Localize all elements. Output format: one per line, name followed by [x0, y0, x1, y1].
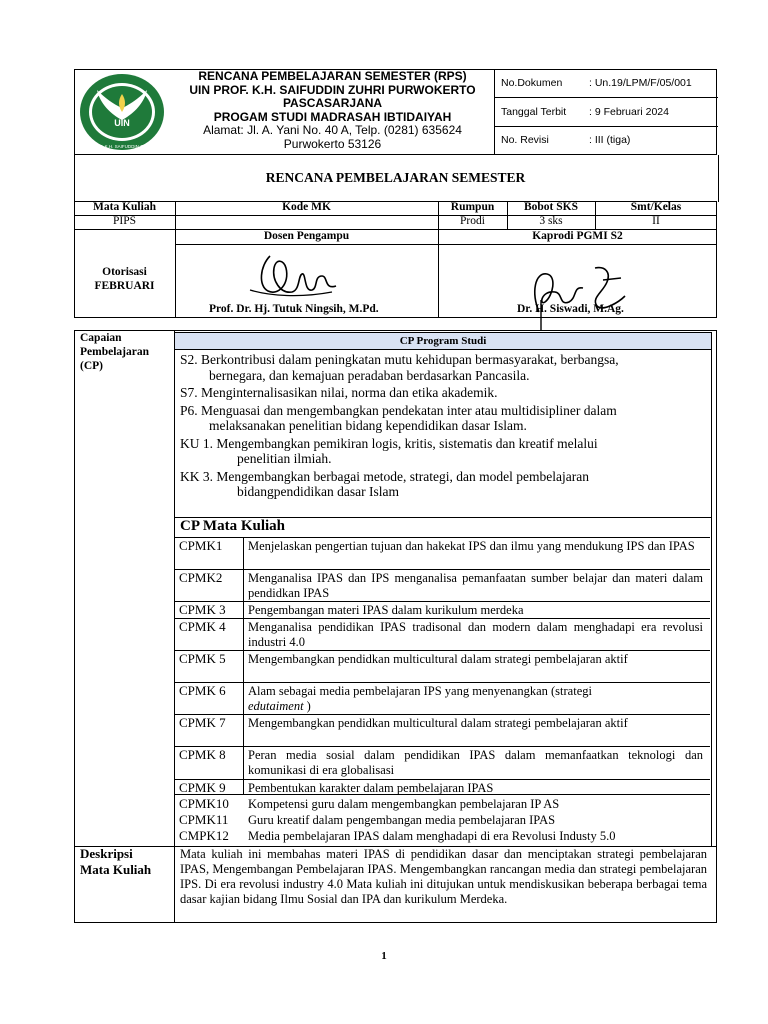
cpmk-code: CPMK 6: [179, 683, 226, 698]
cp-item: S2. Berkontribusi dalam peningkatan mutu kehidupan bermasyarakat, berbangsa,: [180, 352, 619, 367]
cpmk-row: [174, 714, 710, 746]
cpmk-text-italic: edutaiment: [248, 698, 304, 713]
cpmk-code: CPMK 7: [179, 715, 226, 730]
otorisasi-month: FEBRUARI: [94, 280, 155, 292]
institution-block: [170, 70, 495, 154]
cpmk-text: Peran media sosial dalam pendidikan IPAS dalam memanfaatkan teknologi dan komunikasi di era globalisasi: [248, 748, 703, 777]
value-bobot-sks: 3 sks: [539, 215, 563, 227]
cpmk-row: [174, 618, 710, 650]
meta-row-dokumen: [495, 69, 718, 98]
deskripsi-label-2: Mata Kuliah: [80, 862, 152, 877]
logo-ring-text: PROF. K.H. SAIFUDDIN ZUHRI: [90, 144, 154, 149]
cpmk-text: Guru kreatif dalam pengembangan media pembelajaran IPAS: [248, 813, 556, 827]
value-smt-kelas: II: [652, 215, 660, 227]
cpmk-text: Media pembelajaran IPAS dalam menghadapi di era Revolusi Industy 5.0: [248, 829, 616, 843]
kaprodi-label: Kaprodi PGMI S2: [532, 230, 623, 242]
cpmk-row: [174, 746, 710, 779]
cpmk-text: Mengembangkan pendidkan multicultural dalam strategi pembelajaran aktif: [248, 652, 628, 666]
header-line-2: UIN PROF. K.H. SAIFUDDIN ZUHRI PURWOKERTO: [189, 82, 476, 97]
header-rumpun: Rumpun: [450, 201, 495, 213]
cpmk-code: CPMK10: [179, 796, 229, 811]
meta-value: : III (tiga): [589, 134, 631, 146]
cpmk-text: [248, 684, 703, 713]
document-meta: [494, 69, 718, 155]
cpmk-row: [174, 779, 710, 795]
header-bobot-sks: Bobot SKS: [523, 201, 578, 213]
meta-row-revisi: [495, 126, 718, 154]
cp-left-label: [80, 331, 172, 373]
page-title: RENCANA PEMBELAJARAN SEMESTER: [265, 170, 526, 185]
meta-row-tanggal: [495, 98, 718, 127]
cp-item-cont: bernegara, dan kemajuan peradaban berdasarkan Pancasila.: [209, 367, 530, 383]
header-mata-kuliah: Mata Kuliah: [93, 201, 156, 213]
header-line-4: PROGAM STUDI MADRASAH IBTIDAIYAH: [213, 109, 452, 124]
cpmk-code: CPMK11: [179, 812, 229, 827]
cpmk-text-tail: ): [303, 698, 311, 713]
cp-item: S7. Menginternalisasikan nilai, norma dan etika akademik.: [180, 385, 498, 400]
cpmk-code: CPMK2: [179, 570, 223, 585]
meta-label: Tanggal Terbit: [501, 106, 567, 118]
deskripsi-label: [80, 846, 172, 878]
cpmk-code: CPMK 5: [179, 651, 226, 666]
cpmk-text: Mengembangkan pendidkan multicultural dalam strategi pembelajaran aktif: [248, 716, 628, 730]
page-number: 1: [381, 950, 387, 962]
cpmk-code: CMPK12: [179, 828, 229, 843]
cpmk-row: [174, 682, 710, 714]
meta-value: : 9 Februari 2024: [589, 106, 669, 118]
cpmk-text: Kompetensi guru dalam mengembangkan pembelajaran IP AS: [248, 797, 560, 811]
header-address: Alamat: Jl. A. Yani No. 40 A, Telp. (0281) 635624: [203, 123, 462, 137]
value-mata-kuliah: PIPS: [112, 215, 137, 227]
otorisasi-text: Otorisasi: [102, 266, 147, 278]
header-line-1: RENCANA PEMBELAJARAN SEMESTER (RPS): [198, 69, 467, 83]
cpmk-code: CPMK 3: [179, 602, 226, 617]
kaprodi-name: Dr. H. Siswadi, M.Ag.: [517, 303, 624, 315]
header-kode-mk: Kode MK: [282, 201, 331, 213]
cp-item-cont: bidangpendidikan dasar Islam: [237, 484, 399, 499]
header-smt-kelas: Smt/Kelas: [630, 201, 682, 213]
cp-item-cont: penelitian ilmiah.: [237, 451, 332, 466]
cpmk-code: CPMK 9: [179, 780, 226, 795]
cpmk-text: Pembentukan karakter dalam pembelajaran IPAS: [248, 781, 494, 795]
cpmk-code: CPMK 8: [179, 747, 226, 762]
cpmk-text: Menjelaskan pengertian tujuan dan hakekat IPS dan ilmu yang mendukung IPS dan IPAS: [248, 539, 695, 553]
cp-mk-header: CP Mata Kuliah: [180, 518, 286, 534]
cpmk-row: [174, 650, 710, 682]
dosen-pengampu-label: Dosen Pengampu: [263, 230, 350, 242]
cp-prodi-list: [180, 352, 707, 500]
cp-label-2: Pembelajaran: [80, 346, 149, 358]
cpmk-code: CPMK 4: [179, 619, 226, 634]
cpmk-row: [174, 537, 710, 569]
cp-prodi-header-text: CP Program Studi: [399, 335, 487, 347]
uin-logo: [77, 72, 167, 152]
cpmk-row: [174, 569, 710, 601]
cpmk-group: [174, 796, 711, 846]
meta-label: No.Dokumen: [501, 77, 563, 89]
deskripsi-label-1: Deskripsi: [80, 846, 133, 861]
cp-label-3: (CP): [80, 360, 103, 372]
cp-item: KU 1. Mengembangkan pemikiran logis, kritis, sistematis dan kreatif melalui: [180, 435, 598, 451]
cpmk-text: Pengembangan materi IPAS dalam kurikulum merdeka: [248, 603, 524, 617]
cp-item: P6. Menguasai dan mengembangkan pendekatan inter atau multidisipliner dalam: [180, 402, 617, 418]
cp-item-cont: melaksanakan penelitian bidang kependidikan dasar Islam.: [209, 418, 527, 433]
kaprodi-signature: [525, 262, 635, 332]
value-rumpun: Prodi: [460, 215, 485, 227]
deskripsi-text: Mata kuliah ini membahas materi IPAS di pendidikan dasar dan menciptakan strategi pembelajaran IPAS, Mengembangan Pembelajaran IPAS. Mengembangkan rancangan media dan strategi pembelajaran IPS. Di era revolusi industry 4.0 Mata kuliah ini ditujukan untuk mendiskusikan beberapa berbagai tema dasar kajian bidang Ilmu Sosial dan IPA dan kurikulum Merdeka.: [180, 847, 707, 906]
header-line-3: PASCASARJANA: [282, 96, 383, 110]
cp-prodi-header: [174, 332, 712, 350]
dosen-signature: [240, 246, 340, 304]
meta-label: No. Revisi: [501, 134, 549, 146]
header-city: Purwokerto 53126: [283, 136, 382, 151]
cpmk-text: Menganalisa IPAS dan IPS menganalisa pemanfaatan sumber belajar dan materi dalam pendidkan IPAS: [248, 571, 703, 600]
cpmk-text-main: Alam sebagai media pembelajaran IPS yang menyenangkan (strategi: [248, 684, 592, 698]
meta-value: : Un.19/LPM/F/05/001: [589, 77, 692, 89]
cp-item: KK 3. Mengembangkan berbagai metode, strategi, dan model pembelajaran: [180, 468, 589, 484]
dosen-name: Prof. Dr. Hj. Tutuk Ningsih, M.Pd.: [209, 303, 379, 315]
otorisasi-label: [74, 265, 175, 293]
logo-text: UIN: [114, 118, 130, 128]
cpmk-row: [174, 601, 710, 618]
cpmk-text: Menganalisa pendidikan IPAS tradisonal dan modern dalam menghadapi era revolusi industri 4.0: [248, 620, 703, 649]
cpmk-code: CPMK1: [179, 538, 223, 553]
cp-label-1: Capaian: [80, 332, 122, 344]
